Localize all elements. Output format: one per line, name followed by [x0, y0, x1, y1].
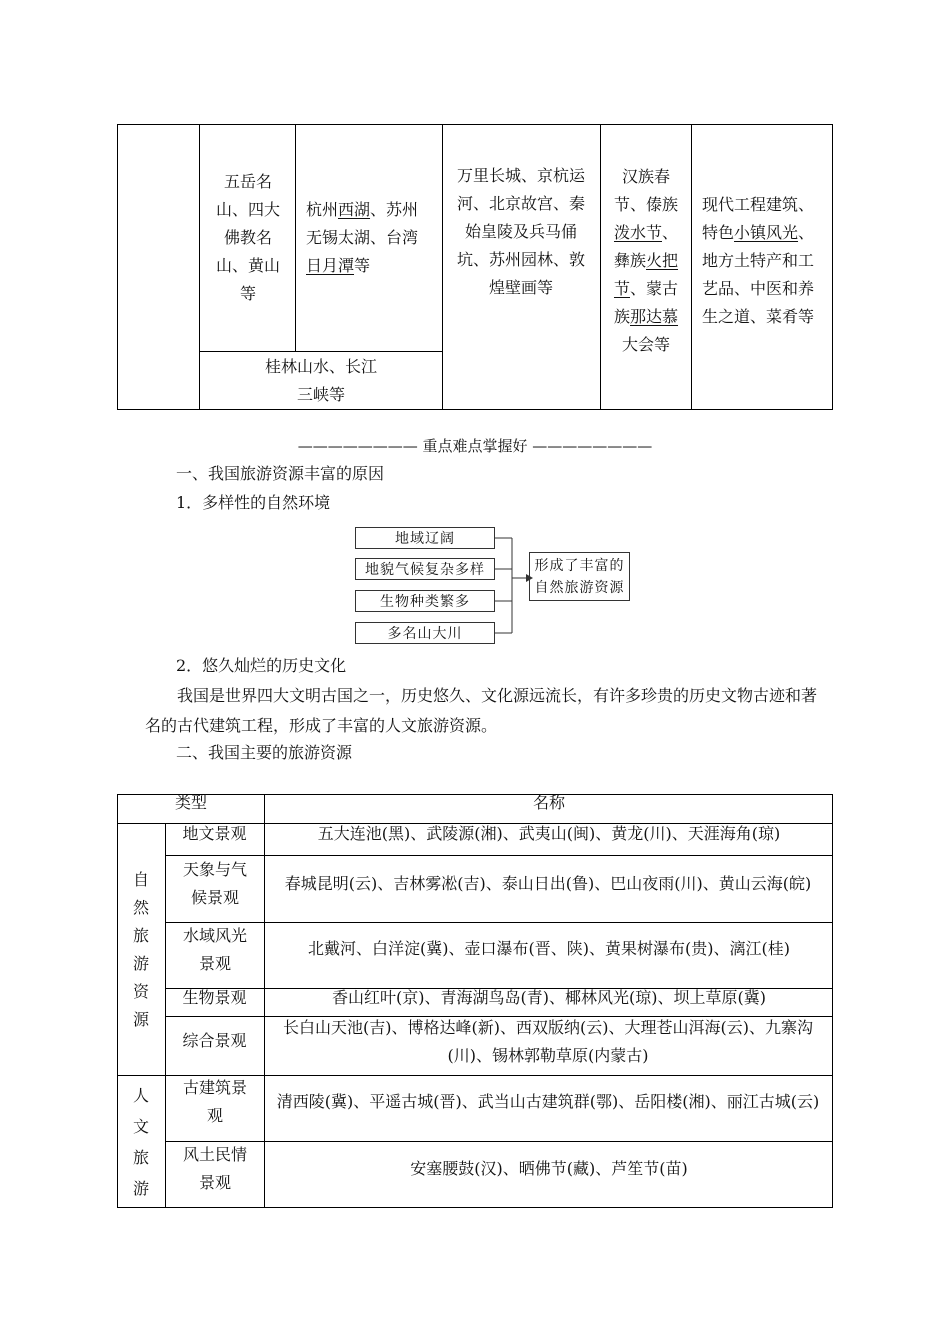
diagram-box-2: 地貌气候复杂多样 — [355, 558, 495, 580]
festival-text: 汉族春节、傣族泼水节、彝族火把节、蒙古族那达慕大会等 — [613, 167, 679, 354]
row-type: 天象与气候景观 — [182, 860, 247, 907]
group-natural: 自然旅游资源 — [133, 869, 150, 1029]
heading-2: 二、我国主要的旅游资源 — [176, 743, 353, 762]
festival-cell — [610, 124, 682, 410]
row-type: 地文景观 — [182, 824, 247, 843]
heading-1: 一、我国旅游资源丰富的原因 — [176, 464, 385, 483]
section-title: ———————— 重点难点掌握好 ———————— — [297, 437, 653, 455]
heritage-cell — [450, 124, 592, 410]
diagram-box-4: 多名山大川 — [355, 622, 495, 644]
waters-cell — [306, 124, 434, 352]
row-name: 春城昆明(云)、吉林雾凇(吉)、泰山日出(鲁)、巴山夜雨(川)、黄山云海(皖) — [284, 874, 812, 893]
heritage-text: 万里长城、京杭运河、北京故宫、秦始皇陵及兵马俑坑、苏州园林、敦煌壁画等 — [456, 166, 585, 297]
header-type: 类型 — [174, 793, 207, 812]
mountains-text: 五岳名山、四大佛教名山、黄山等 — [215, 172, 280, 303]
waters-text: 杭州西湖、苏州无锡太湖、台湾日月潭等 — [306, 200, 419, 275]
row-type: 风土民情景观 — [182, 1145, 247, 1192]
modern-text: 现代工程建筑、特色小镇风光、地方土特产和工艺品、中医和养生之道、菜肴等 — [702, 195, 815, 326]
diagram-box-1: 地域辽阔 — [355, 527, 495, 549]
row-type: 生物景观 — [182, 988, 247, 1007]
row-name: 长白山天池(吉)、博格达峰(新)、西双版纳(云)、大理苍山洱海(云)、九寨沟(川)、锡林郭勒草原(内蒙古) — [283, 1018, 813, 1065]
row-name: 北戴河、白洋淀(冀)、壶口瀑布(晋、陕)、黄果树瀑布(贵)、漓江(桂) — [308, 939, 790, 958]
row-name: 香山红叶(京)、青海湖鸟岛(青)、椰林风光(琼)、坝上草原(冀) — [332, 988, 766, 1007]
row-name: 清西陵(冀)、平遥古城(晋)、武当山古建筑群(鄂)、岳阳楼(湘)、丽江古城(云) — [276, 1092, 820, 1111]
heading-1-2: 2．悠久灿烂的历史文化 — [176, 656, 347, 675]
modern-cell — [702, 124, 826, 410]
header-name: 名称 — [532, 793, 565, 812]
merged-landscape-text: 桂林山水、长江三峡等 — [264, 356, 377, 404]
row-type: 综合景观 — [182, 1031, 247, 1050]
merged-landscape-cell — [260, 352, 382, 409]
group-cultural: 人文旅游 — [133, 1085, 150, 1198]
row-name: 五大连池(黑)、武陵源(湘)、武夷山(闽)、黄龙(川)、天涯海角(琼) — [317, 824, 781, 843]
intro-paragraph: 我国是世界四大文明古国之一，历史悠久、文化源远流长，有许多珍贵的历史文物古迹和著名的古代建筑工程，形成了丰富的人文旅游资源。 — [145, 686, 818, 735]
row-type: 水域风光景观 — [182, 926, 247, 973]
row-type: 古建筑景观 — [182, 1078, 247, 1125]
diagram-box-3: 生物种类繁多 — [355, 590, 495, 612]
diagram-result-box: 形成了丰富的 自然旅游资源 — [529, 552, 630, 601]
mountains-cell — [212, 124, 284, 352]
heading-1-1: 1．多样性的自然环境 — [176, 493, 331, 512]
diagram-brace — [494, 530, 534, 640]
row-name: 安塞腰鼓(汉)、晒佛节(藏)、芦笙节(苗) — [410, 1159, 688, 1178]
